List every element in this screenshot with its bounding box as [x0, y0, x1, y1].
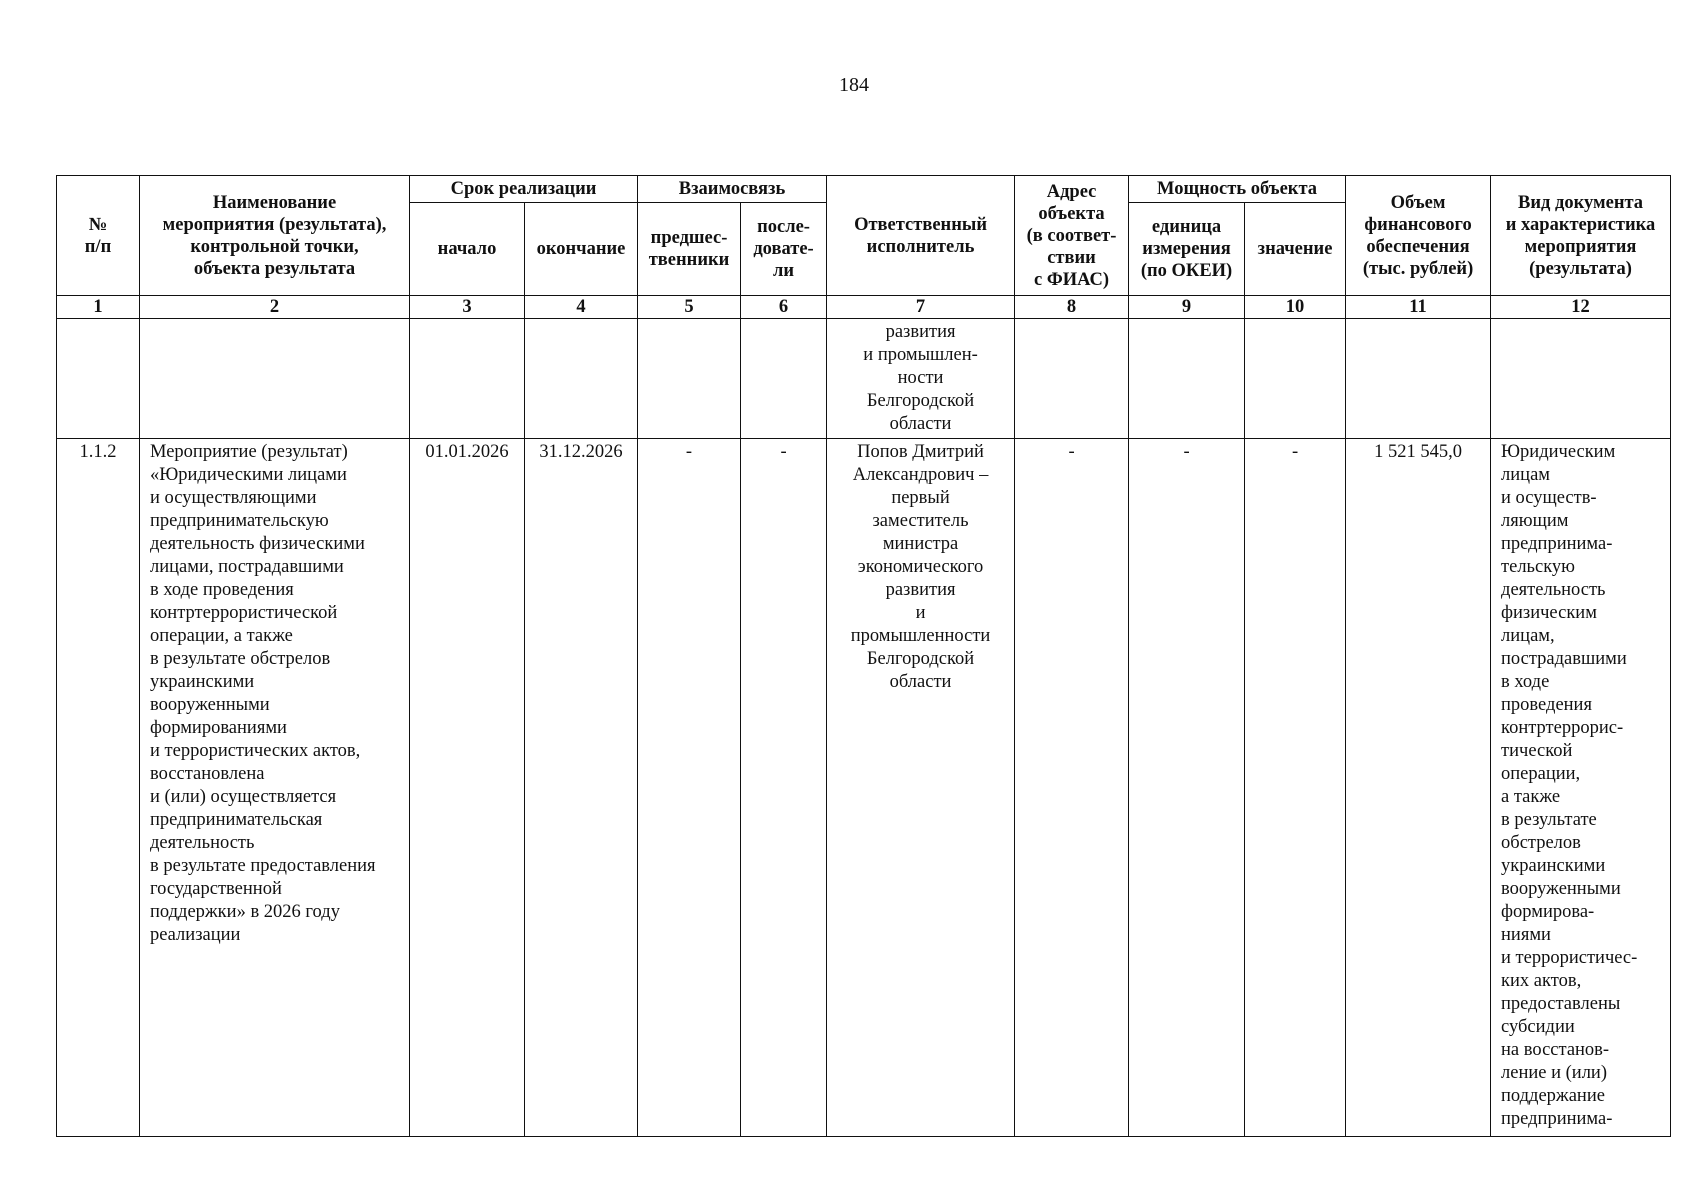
header-term-group: Срок реализации [410, 176, 638, 203]
capacity-value: - [1245, 439, 1346, 1137]
row-number: 1.1.2 [57, 439, 140, 1137]
column-number: 1 [57, 296, 140, 319]
activities-table [56, 175, 1671, 1137]
header-capacity-group: Мощность объекта [1129, 176, 1346, 203]
object-address: - [1015, 439, 1129, 1137]
column-number: 5 [638, 296, 741, 319]
column-number-row [57, 296, 1671, 319]
continuation-row [57, 319, 1671, 439]
table-cell [1015, 319, 1129, 439]
table-cell [140, 319, 410, 439]
finance-amount: 1 521 545,0 [1346, 439, 1491, 1137]
table-cell [410, 319, 525, 439]
table-cell [57, 319, 140, 439]
column-number: 11 [1346, 296, 1491, 319]
column-number: 2 [140, 296, 410, 319]
table-cell [1346, 319, 1491, 439]
header-responsible: Ответственный исполнитель [827, 176, 1015, 296]
table-row-1-1-2 [57, 439, 1671, 1137]
table-cell [741, 319, 827, 439]
document-description: Юридическим лицам и осуществ- ляющим предпринима- тельскую деятельность физическим лицам, пострадавшими в ходе проведения контртеррорис- тической операции, а также в результате обстрелов украинскими вооруженными формирова- ниями и террористичес- ких актов, предоставлены субсидии на восстанов- ление и (или) поддержание предпринима- [1491, 439, 1671, 1137]
header-link-succ: после- довате- ли [741, 203, 827, 296]
table-cell [1129, 319, 1245, 439]
column-number: 10 [1245, 296, 1346, 319]
column-number: 7 [827, 296, 1015, 319]
header-doc: Вид документа и характеристика мероприятия (результата) [1491, 176, 1671, 296]
capacity-unit: - [1129, 439, 1245, 1137]
column-number: 9 [1129, 296, 1245, 319]
header-term-end: окончание [525, 203, 638, 296]
continuation-responsible: развития и промышлен- ности Белгородской области [827, 319, 1015, 439]
column-number: 12 [1491, 296, 1671, 319]
end-date: 31.12.2026 [525, 439, 638, 1137]
header-num: № п/п [57, 176, 140, 296]
header-link-group: Взаимосвязь [638, 176, 827, 203]
column-number: 4 [525, 296, 638, 319]
responsible-person: Попов Дмитрий Александрович – первый заместитель министра экономического развития и промышленности Белгородской области [827, 439, 1015, 1137]
table-cell [1245, 319, 1346, 439]
successors: - [741, 439, 827, 1137]
predecessors: - [638, 439, 741, 1137]
start-date: 01.01.2026 [410, 439, 525, 1137]
header-term-start: начало [410, 203, 525, 296]
header-row-1 [57, 176, 1671, 203]
table-cell [1491, 319, 1671, 439]
table-cell [525, 319, 638, 439]
header-name: Наименование мероприятия (результата), контрольной точки, объекта результата [140, 176, 410, 296]
header-address: Адрес объекта (в соответ- ствии с ФИАС) [1015, 176, 1129, 296]
activity-name: Мероприятие (результат) «Юридическими лицами и осуществляющими предпринимательскую деятельность физическими лицами, пострадавшими в ходе проведения контртеррористической операции, а также в результате обстрелов украинскими вооруженными формированиями и террористических актов, восстановлена и (или) осуществляется предпринимательская деятельность в результате предоставления государственной поддержки» в 2026 году реализации [140, 439, 410, 1137]
table-cell [638, 319, 741, 439]
header-finance: Объем финансового обеспечения (тыс. рублей) [1346, 176, 1491, 296]
header-link-pred: предшес- твенники [638, 203, 741, 296]
column-number: 3 [410, 296, 525, 319]
column-number: 6 [741, 296, 827, 319]
column-number: 8 [1015, 296, 1129, 319]
header-capacity-unit: единица измерения (по ОКЕИ) [1129, 203, 1245, 296]
page-number: 184 [839, 74, 869, 96]
header-capacity-value: значение [1245, 203, 1346, 296]
